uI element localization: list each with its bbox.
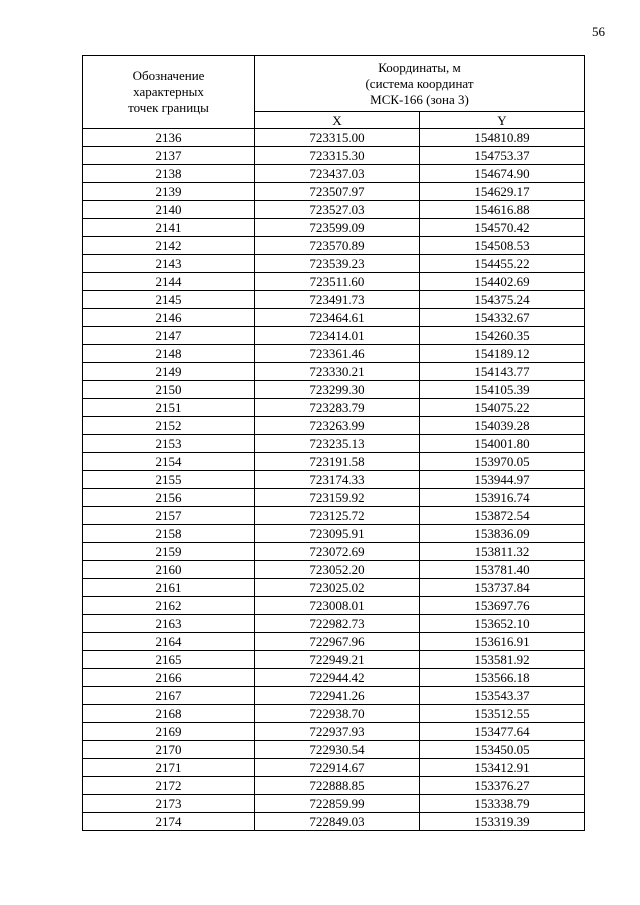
y-coordinate-cell: 153916.74 [420,489,585,507]
table-row [83,327,585,345]
y-coordinate-cell: 154753.37 [420,147,585,165]
point-id-cell: 2163 [83,615,255,633]
x-coordinate-cell: 722849.03 [255,813,420,831]
point-id-cell: 2166 [83,669,255,687]
point-id-cell: 2145 [83,291,255,309]
point-id-cell: 2154 [83,453,255,471]
y-coordinate-cell: 154039.28 [420,417,585,435]
y-coordinate-cell: 153543.37 [420,687,585,705]
table-row [83,561,585,579]
x-coordinate-cell: 723299.30 [255,381,420,399]
table-row [83,777,585,795]
table-row [83,255,585,273]
table-row [83,309,585,327]
x-coordinate-cell: 723174.33 [255,471,420,489]
point-id-cell: 2147 [83,327,255,345]
x-coordinate-cell: 723491.73 [255,291,420,309]
table-row [83,813,585,831]
table-row [83,237,585,255]
table-row [83,669,585,687]
table-row [83,381,585,399]
table-row [83,579,585,597]
x-coordinate-cell: 723025.02 [255,579,420,597]
point-id-cell: 2159 [83,543,255,561]
y-coordinate-cell: 153338.79 [420,795,585,813]
y-coordinate-cell: 154674.90 [420,165,585,183]
header-coordinates-line-2: (система координат [365,75,474,91]
x-coordinate-cell: 723330.21 [255,363,420,381]
y-coordinate-cell: 153450.05 [420,741,585,759]
y-coordinate-cell: 154332.67 [420,309,585,327]
y-coordinate-cell: 153781.40 [420,561,585,579]
x-coordinate-cell: 722982.73 [255,615,420,633]
point-id-cell: 2158 [83,525,255,543]
x-coordinate-cell: 722944.42 [255,669,420,687]
point-id-cell: 2138 [83,165,255,183]
y-coordinate-cell: 154375.24 [420,291,585,309]
table-row [83,597,585,615]
table-row [83,435,585,453]
x-coordinate-cell: 722937.93 [255,723,420,741]
y-coordinate-cell: 154810.89 [420,129,585,147]
x-coordinate-cell: 723315.30 [255,147,420,165]
y-coordinate-cell: 153944.97 [420,471,585,489]
point-id-cell: 2144 [83,273,255,291]
x-coordinate-cell: 723414.01 [255,327,420,345]
x-coordinate-cell: 723263.99 [255,417,420,435]
y-coordinate-cell: 153697.76 [420,597,585,615]
x-coordinate-cell: 722949.21 [255,651,420,669]
table-body [83,129,585,831]
x-coordinate-cell: 723283.79 [255,399,420,417]
point-id-cell: 2165 [83,651,255,669]
y-coordinate-cell: 153319.39 [420,813,585,831]
x-coordinate-cell: 723539.23 [255,255,420,273]
x-coordinate-cell: 722930.54 [255,741,420,759]
y-coordinate-cell: 153376.27 [420,777,585,795]
table-row [83,525,585,543]
point-id-cell: 2160 [83,561,255,579]
table-row [83,615,585,633]
header-point-label-line-1: Обозначение [132,68,205,83]
x-coordinate-cell: 723361.46 [255,345,420,363]
x-coordinate-cell: 722888.85 [255,777,420,795]
table-row [83,219,585,237]
coordinates-table [82,55,585,831]
y-coordinate-cell: 153581.92 [420,651,585,669]
y-coordinate-cell: 153872.54 [420,507,585,525]
header-point-label-line-3: точек границы [128,100,209,115]
x-coordinate-cell: 722914.67 [255,759,420,777]
header-coordinates-line-3: МСК-166 (зона 3) [370,91,469,107]
page-number: 56 [592,24,605,39]
y-coordinate-cell: 153477.64 [420,723,585,741]
y-coordinate-cell: 154402.69 [420,273,585,291]
point-id-cell: 2146 [83,309,255,327]
x-coordinate-cell: 723507.97 [255,183,420,201]
x-coordinate-cell: 722941.26 [255,687,420,705]
table-row [83,273,585,291]
x-coordinate-cell: 723511.60 [255,273,420,291]
x-coordinate-cell: 723464.61 [255,309,420,327]
x-coordinate-cell: 723191.58 [255,453,420,471]
table-row [83,543,585,561]
table-row [83,723,585,741]
point-id-cell: 2141 [83,219,255,237]
point-id-cell: 2143 [83,255,255,273]
y-coordinate-cell: 153737.84 [420,579,585,597]
point-id-cell: 2156 [83,489,255,507]
y-coordinate-cell: 154143.77 [420,363,585,381]
table-row [83,183,585,201]
point-id-cell: 2169 [83,723,255,741]
table-row [83,147,585,165]
y-coordinate-cell: 154508.53 [420,237,585,255]
x-coordinate-cell: 723095.91 [255,525,420,543]
x-coordinate-cell: 723008.01 [255,597,420,615]
point-id-cell: 2136 [83,129,255,147]
table-row [83,165,585,183]
point-id-cell: 2172 [83,777,255,795]
point-id-cell: 2161 [83,579,255,597]
y-coordinate-cell: 154260.35 [420,327,585,345]
y-coordinate-cell: 153811.32 [420,543,585,561]
table-row [83,129,585,147]
y-coordinate-cell: 154455.22 [420,255,585,273]
y-coordinate-cell: 153616.91 [420,633,585,651]
header-x: X [255,112,420,129]
point-id-cell: 2155 [83,471,255,489]
x-coordinate-cell: 722859.99 [255,795,420,813]
point-id-cell: 2174 [83,813,255,831]
table-row [83,201,585,219]
header-y: Y [420,112,585,129]
point-id-cell: 2164 [83,633,255,651]
point-id-cell: 2142 [83,237,255,255]
point-id-cell: 2151 [83,399,255,417]
header-coordinates [255,56,585,112]
table-row [83,399,585,417]
table-row [83,705,585,723]
table-row [83,633,585,651]
x-coordinate-cell: 723315.00 [255,129,420,147]
y-coordinate-cell: 153836.09 [420,525,585,543]
header-point-label-line-2: характерных [133,84,204,99]
y-coordinate-cell: 154189.12 [420,345,585,363]
point-id-cell: 2162 [83,597,255,615]
y-coordinate-cell: 154001.80 [420,435,585,453]
table-row [83,507,585,525]
x-coordinate-cell: 723052.20 [255,561,420,579]
table-row [83,417,585,435]
y-coordinate-cell: 153970.05 [420,453,585,471]
y-coordinate-cell: 153566.18 [420,669,585,687]
x-coordinate-cell: 723437.03 [255,165,420,183]
y-coordinate-cell: 153512.55 [420,705,585,723]
table-row [83,291,585,309]
x-coordinate-cell: 723072.69 [255,543,420,561]
y-coordinate-cell: 154616.88 [420,201,585,219]
x-coordinate-cell: 723235.13 [255,435,420,453]
y-coordinate-cell: 154105.39 [420,381,585,399]
x-coordinate-cell: 723599.09 [255,219,420,237]
table-row [83,345,585,363]
table-row [83,795,585,813]
point-id-cell: 2170 [83,741,255,759]
point-id-cell: 2157 [83,507,255,525]
table-row [83,453,585,471]
point-id-cell: 2171 [83,759,255,777]
point-id-cell: 2137 [83,147,255,165]
table-row [83,489,585,507]
x-coordinate-cell: 723570.89 [255,237,420,255]
table-row [83,471,585,489]
point-id-cell: 2149 [83,363,255,381]
header-coordinates-line-1: Координаты, м [378,59,461,75]
point-id-cell: 2148 [83,345,255,363]
x-coordinate-cell: 723125.72 [255,507,420,525]
y-coordinate-cell: 154629.17 [420,183,585,201]
x-coordinate-cell: 723527.03 [255,201,420,219]
header-point-label [83,56,255,129]
table-row [83,651,585,669]
y-coordinate-cell: 153652.10 [420,615,585,633]
x-coordinate-cell: 723159.92 [255,489,420,507]
point-id-cell: 2153 [83,435,255,453]
point-id-cell: 2173 [83,795,255,813]
table-row [83,687,585,705]
y-coordinate-cell: 154570.42 [420,219,585,237]
table-row [83,741,585,759]
table-header [83,56,585,129]
point-id-cell: 2167 [83,687,255,705]
point-id-cell: 2139 [83,183,255,201]
point-id-cell: 2140 [83,201,255,219]
y-coordinate-cell: 154075.22 [420,399,585,417]
x-coordinate-cell: 722938.70 [255,705,420,723]
table-row [83,363,585,381]
x-coordinate-cell: 722967.96 [255,633,420,651]
point-id-cell: 2150 [83,381,255,399]
y-coordinate-cell: 153412.91 [420,759,585,777]
point-id-cell: 2168 [83,705,255,723]
point-id-cell: 2152 [83,417,255,435]
table-row [83,759,585,777]
